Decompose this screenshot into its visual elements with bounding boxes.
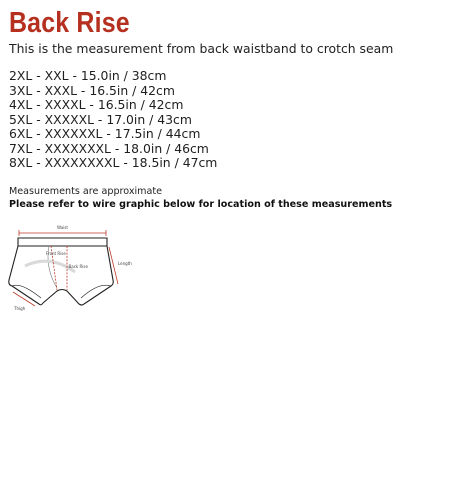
size-list xyxy=(9,69,217,171)
measurement-diagram xyxy=(5,220,135,312)
waistband-outline xyxy=(18,238,107,246)
size-row-8xl: 8XL - XXXXXXXXL - 18.5in / 47cm xyxy=(9,155,218,170)
size-row-2xl: 2XL - XXL - 15.0in / 38cm xyxy=(9,68,167,83)
size-row-3xl: 3XL - XXXL - 16.5in / 42cm xyxy=(9,82,175,98)
size-row-7xl: 7XL - XXXXXXXL - 18.0in / 46cm xyxy=(9,140,209,156)
front-rise-label: Front Rise xyxy=(46,251,66,256)
size-row-5xl: 5XL - XXXXXL - 17.0in / 43cm xyxy=(9,111,192,127)
length-label: Length xyxy=(118,261,132,266)
approximate-note: Measurements are approximate xyxy=(9,186,163,197)
watermark-curve xyxy=(25,261,75,272)
waist-label: Waist xyxy=(57,225,68,230)
refer-note: Please refer to wire graphic below for location of these measurements xyxy=(9,199,393,210)
page-subtitle: This is the measurement from back waistband to crotch seam xyxy=(9,41,394,56)
page-title: Back Rise xyxy=(9,7,130,39)
size-row-6xl: 6XL - XXXXXXL - 17.5in / 44cm xyxy=(9,126,201,141)
size-row-4xl: 4XL - XXXXL - 16.5in / 42cm xyxy=(9,97,184,112)
back-rise-label: Back Rise xyxy=(68,264,88,269)
thigh-label: Thigh xyxy=(14,306,26,311)
